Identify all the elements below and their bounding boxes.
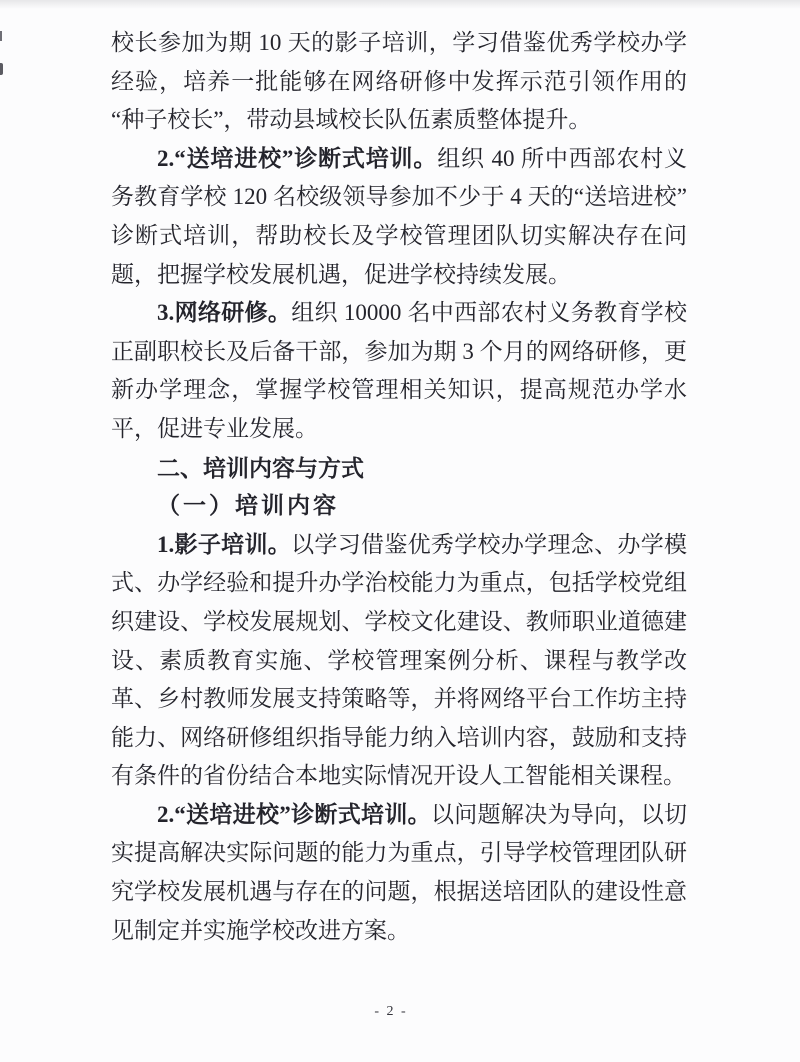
paragraph-text: 组织 10000 名中西部农村义务教育学校正副职校长及后备干部，参加为期 3 个月的网络研修，更新办学理念，掌握学校管理相关知识，提高规范办学水平，促进专业发展。 — [111, 300, 688, 441]
body-paragraph — [111, 796, 687, 950]
subsection-heading: （一）培训内容 — [157, 493, 339, 519]
body-paragraph — [111, 294, 687, 448]
body-paragraph — [111, 526, 687, 796]
paragraph-lead-bold: 2.“送培进校”诊断式培训。 — [157, 801, 431, 827]
scan-artifact-mark — [0, 31, 2, 41]
paragraph-text: 组织 40 所中西部农村义务教育学校 120 名校级领导参加不少于 4 天的“送培进校”诊断式培训，帮助校长及学校管理团队切实解决存在问题，把握学校发展机遇，促进学校持续发展。 — [111, 145, 688, 287]
paragraph-text: 以学习借鉴优秀学校办学理念、办学模式、办学经验和提升办学治校能力为重点，包括学校党组织建设、学校发展规划、学校文化建设、教师职业道德建设、素质教育实施、学校管理案例分析、课程与教学改革、乡村教师发展支持策略等，并将网络平台工作坊主持能力、网络研修组织指导能力纳入培训内容，鼓励和支持有条件的省份结合本地实际情况开设人工智能相关课程。 — [111, 531, 688, 789]
paragraph-lead-bold: 2.“送培进校”诊断式培训。 — [157, 145, 438, 171]
scan-artifact-mark — [0, 63, 3, 75]
paragraph-text: 以问题解决为导向，以切实提高解决实际问题的能力为重点，引导学校管理团队研究学校发展机遇与存在的问题，根据送培团队的建设性意见制定并实施学校改进方案。 — [111, 801, 688, 943]
body-paragraph: 校长参加为期 10 天的影子培训，学习借鉴优秀学校办学经验，培养一批能够在网络研修中发挥示范引领作用的“种子校长”，带动县域校长队伍素质整体提升。 — [111, 30, 687, 133]
paragraph-lead-bold: 3.网络研修。 — [157, 300, 292, 326]
document-body — [111, 24, 687, 950]
body-paragraph — [111, 140, 687, 294]
section-heading: 二、培训内容与方式 — [157, 454, 364, 481]
paragraph-lead-bold: 1.影子培训。 — [157, 531, 292, 557]
scan-shadow-top-edge — [0, 0, 800, 9]
page-number: - 2 - — [374, 1004, 408, 1019]
